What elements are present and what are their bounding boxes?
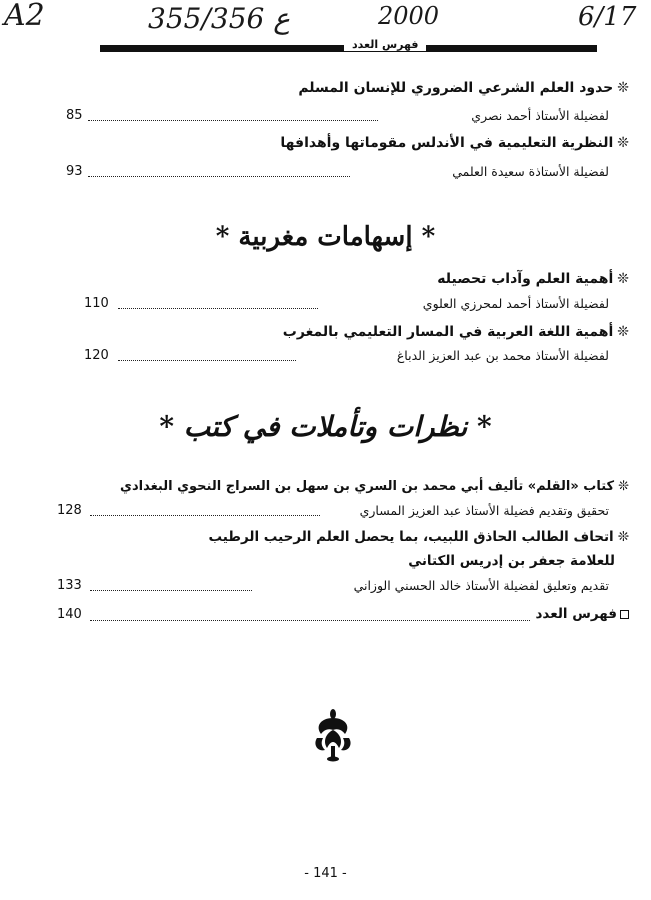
toc-entry-title: ❊حدود العلم الشرعي الضروري للإنسان المسلم — [298, 80, 629, 96]
star-bullet-icon: ❊ — [617, 135, 629, 151]
dot-leader — [90, 620, 530, 621]
star-bullet-icon: * — [421, 222, 436, 252]
toc-page-number: 93 — [66, 164, 83, 179]
star-bullet-icon: ❊ — [617, 324, 629, 340]
toc-entry-title: ❊النظرية التعليمية في الأندلس مقوماتها وأهدافها — [280, 135, 629, 151]
star-bullet-icon: * — [477, 410, 492, 443]
page-number: - 141 - — [304, 866, 347, 881]
toc-page-number: 128 — [57, 503, 82, 518]
dot-leader — [88, 176, 350, 177]
toc-entry-title: ❊أهمية اللغة العربية في المسار التعليمي بالمغرب — [282, 324, 629, 340]
toc-entry-author: لفضيلة الأستاذ محمد بن عبد العزيز الدباغ — [396, 348, 609, 363]
fleur-ornament-icon — [313, 708, 353, 762]
toc-entry-author: تحقيق وتقديم فضيلة الأستاذ عبد العزيز المساري — [359, 503, 609, 518]
star-bullet-icon: ❊ — [617, 271, 629, 287]
toc-entry-title-continued: للعلامة جعفر بن إدريس الكتاني — [408, 553, 615, 569]
toc-entry-title: ❊أهمية العلم وآداب تحصيله — [437, 271, 629, 287]
toc-entry-author: لفضيلة الأستاذة سعيدة العلمي — [452, 164, 609, 179]
toc-entry-author: لفضيلة الأستاذ أحمد لمحرزي العلوي — [422, 296, 609, 311]
toc-entry-author: تقديم وتعليق لفضيلة الأستاذ خالد الحسني الوزاني — [353, 578, 609, 593]
square-bullet-icon — [620, 610, 629, 619]
star-bullet-icon: * — [159, 410, 174, 443]
star-bullet-icon: ❊ — [618, 479, 629, 494]
header-label: فهرس العدد — [344, 38, 426, 51]
dot-leader — [90, 515, 320, 516]
toc-page-number: 85 — [66, 108, 83, 123]
handwritten-year: 2000 — [378, 2, 440, 30]
star-bullet-icon: ❊ — [617, 80, 629, 96]
toc-page-number: 120 — [84, 348, 109, 363]
section-heading: * إسهامات مغربية * — [215, 222, 436, 252]
toc-page-number: 110 — [84, 296, 109, 311]
dot-leader — [90, 590, 252, 591]
dot-leader — [118, 360, 296, 361]
section-heading: * نظرات وتأملات في كتب * — [159, 410, 492, 443]
star-bullet-icon: * — [215, 222, 230, 252]
toc-page-number: 133 — [57, 578, 82, 593]
toc-entry-title: ❊كتاب «القلم» تأليف أبي محمد بن السري بن سهل بن السراج النحوي البغدادي — [120, 479, 629, 494]
handwritten-code: A2 — [4, 0, 45, 33]
star-bullet-icon: ❊ — [617, 529, 629, 545]
dot-leader — [88, 120, 378, 121]
toc-entry-author: لفضيلة الأستاذ أحمد نصري — [471, 108, 609, 123]
toc-index-entry: فهرس العدد — [535, 606, 629, 622]
handwritten-ref: 6/17 — [578, 2, 637, 32]
handwritten-issue: 355/356 ع — [148, 2, 290, 35]
toc-entry-title: ❊اتحاف الطالب الحاذق اللبيب، بما يحصل العلم الرحيب الرطيب — [208, 529, 629, 545]
toc-page-number: 140 — [57, 607, 82, 622]
dot-leader — [118, 308, 318, 309]
